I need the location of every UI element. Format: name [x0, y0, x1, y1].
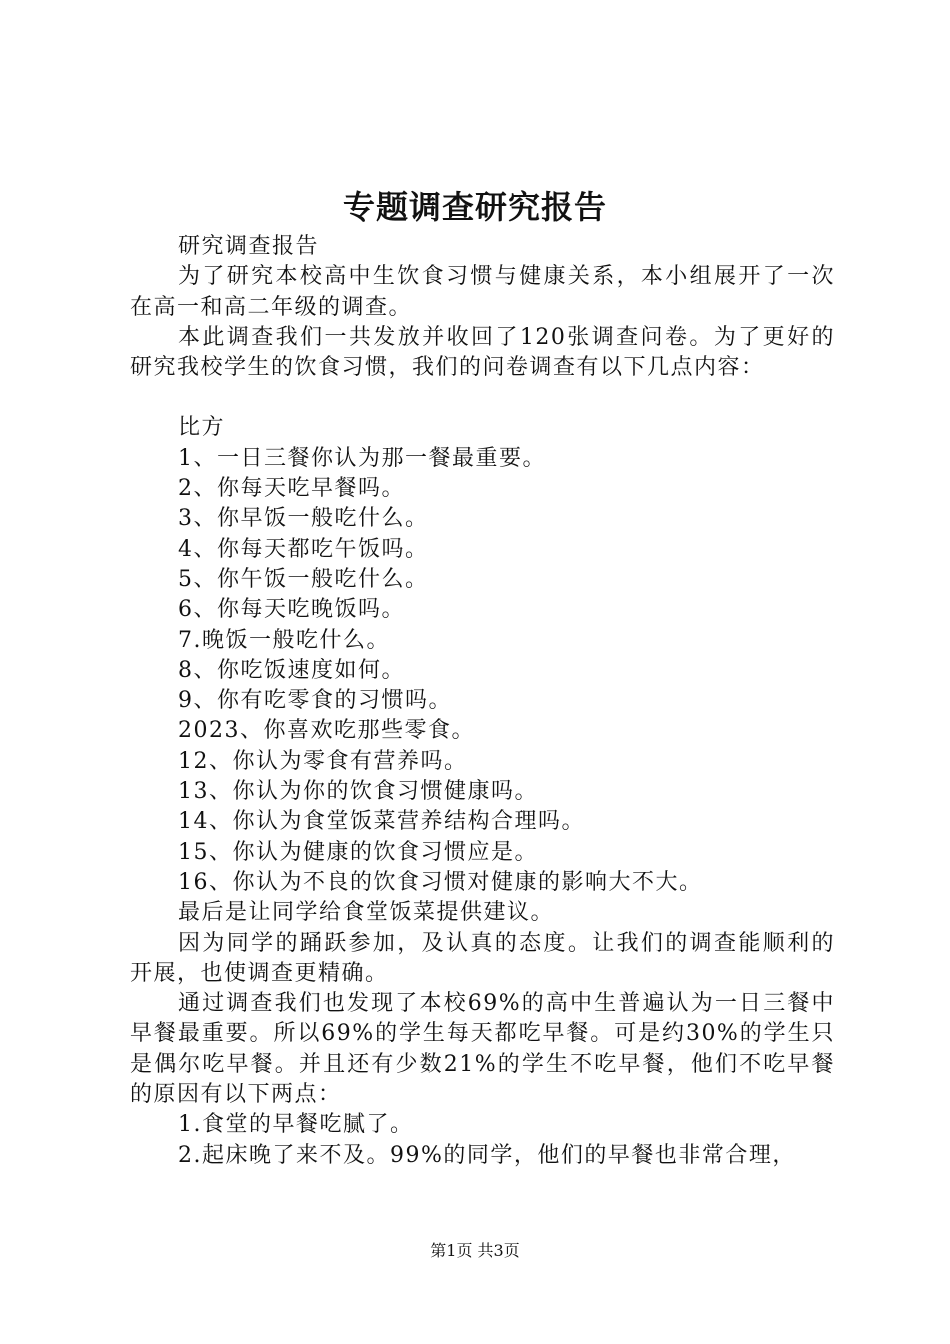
paragraph-thanks: 因为同学的踊跃参加，及认真的态度。让我们的调查能顺利的开展，也使调查更精确。	[130, 930, 835, 986]
page-footer: 第1页 共3页	[430, 1241, 520, 1260]
list-item: 9、你有吃零食的习惯吗。	[178, 688, 452, 714]
document-body	[130, 232, 835, 1171]
list-item: 5、你午饭一般吃什么。	[178, 566, 429, 592]
paragraph-findings: 通过调查我们也发现了本校69%的高中生普遍认为一日三餐中早餐最重要。所以69%的学生每天都吃早餐。可是约30%的学生只是偶尔吃早餐。并且还有少数21%的学生不吃早餐，他们不吃早餐的原因有以下两点：	[130, 991, 835, 1108]
paragraph-heading: 研究调查报告	[178, 234, 320, 259]
list-item: 3、你早饭一般吃什么。	[178, 506, 429, 532]
list-item: 1、一日三餐你认为那一餐最重要。	[178, 445, 546, 471]
document-title: 专题调查研究报告	[342, 188, 607, 226]
list-item: 12、你认为零食有营养吗。	[178, 748, 468, 774]
list-item: 6、你每天吃晚饭吗。	[178, 597, 405, 623]
list-item: 4、你每天都吃午饭吗。	[178, 536, 429, 562]
list-item: 2.起床晚了来不及。99%的同学，他们的早餐也非常合理，	[178, 1142, 796, 1168]
list-item: 8、你吃饭速度如何。	[178, 657, 405, 683]
list-item: 2023、你喜欢吃那些零食。	[178, 718, 475, 744]
paragraph-example: 比方	[178, 415, 226, 441]
paragraph-suggestion: 最后是让同学给食堂饭菜提供建议。	[178, 900, 555, 926]
list-item: 7.晚饭一般吃什么。	[178, 627, 390, 653]
list-item: 1.食堂的早餐吃腻了。	[178, 1112, 414, 1138]
paragraph-survey: 本此调查我们一共发放并收回了120张调查问卷。为了更好的研究我校学生的饮食习惯，我们的问卷调查有以下几点内容：	[130, 324, 835, 381]
paragraph-intro: 为了研究本校高中生饮食习惯与健康关系，本小组展开了一次在高一和高二年级的调查。	[130, 264, 835, 320]
list-item: 14、你认为食堂饭菜营养结构合理吗。	[178, 809, 585, 835]
blank-line	[130, 383, 835, 413]
list-item: 16、你认为不良的饮食习惯对健康的影响大不大。	[178, 869, 703, 895]
list-item: 2、你每天吃早餐吗。	[178, 476, 405, 502]
list-item: 15、你认为健康的饮食习惯应是。	[178, 839, 538, 865]
list-item: 13、你认为你的饮食习惯健康吗。	[178, 779, 538, 805]
